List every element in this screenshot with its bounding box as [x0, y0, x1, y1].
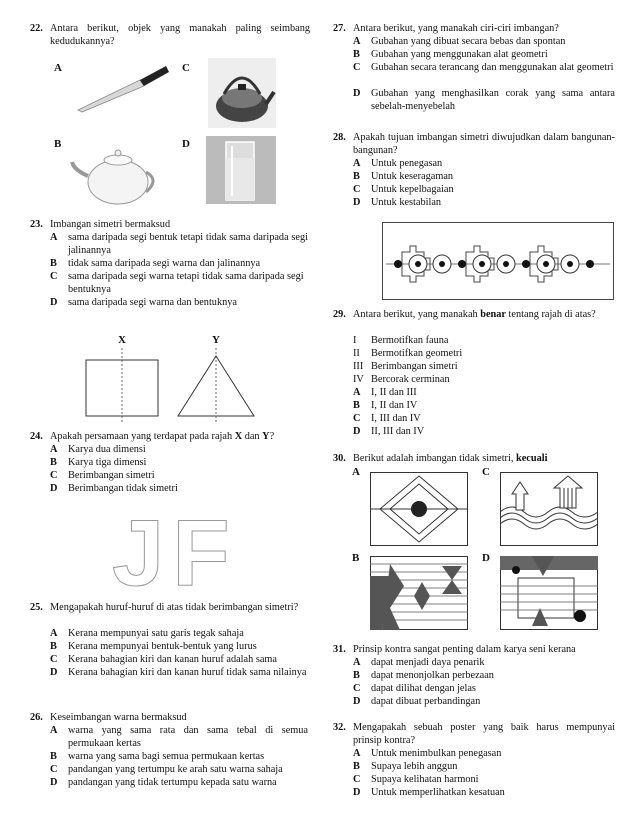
- question-text: Antara berikut, yang manakah ciri-ciri imbangan?: [353, 23, 559, 34]
- option-label-c: C: [182, 62, 190, 74]
- label-x: X: [118, 334, 126, 346]
- question-number: 25.: [30, 602, 43, 613]
- question-text: Imbangan simetri bermaksud: [50, 219, 171, 230]
- kettle-image: [208, 58, 276, 128]
- question-text: Mengapakah sebuah poster yang baik harus mempunyai prinsip kontra?: [353, 722, 615, 746]
- question-text: Apakah tujuan imbangan simetri diwujudkan dalam bangunan-bangunan?: [353, 132, 615, 156]
- question-number: 26.: [30, 712, 43, 723]
- question-number: 22.: [30, 23, 43, 34]
- question-number: 31.: [333, 644, 346, 655]
- option-label-c: C: [482, 466, 490, 478]
- glass-image: [206, 136, 276, 204]
- question-text: Antara berikut, objek yang manakah paling seimbang kedudukannya?: [50, 23, 310, 47]
- pattern-figure: [382, 222, 614, 300]
- option-label-d: D: [182, 138, 190, 150]
- question-text: Mengapakah huruf-huruf di atas tidak berimbangan simetri?: [50, 602, 299, 613]
- question-text: Antara berikut, yang manakah benar tentang rajah di atas?: [353, 309, 596, 320]
- label-y: Y: [212, 334, 220, 346]
- question-23: 23. Imbangan simetri bermaksud A sama daripada segi bentuk tetapi tidak sama daripada segi jalinannya B tidak sama daripada segi warna dan jalinannya C sama daripada segi warna tetapi tidak sama daripada segi bentuknya D sama daripada segi warna dan bentuknya: [30, 219, 308, 308]
- question-30: [333, 452, 615, 466]
- question-25: 25. Mengapakah huruf-huruf di atas tidak berimbangan simetri? A Kerana mempunyai satu garis tegak sahaja B Kerana mempunyai bentuk-bentuk yang lurus C Kerana bahagian kiri dan kanan huruf adalah sama D Kerana bahagian kiri dan kanan huruf tidak sama nilainya: [30, 601, 310, 693]
- design-b: [370, 556, 468, 630]
- question-text: Apakah persamaan yang terdapat pada rajah X dan Y?: [50, 431, 275, 442]
- option-label-a: A: [54, 62, 62, 74]
- shapes-xy: [80, 346, 270, 426]
- question-number: 29.: [333, 309, 346, 320]
- option-label-b: B: [352, 552, 360, 564]
- jf-letters: JF: [112, 500, 238, 605]
- question-32: 32. Mengapakah sebuah poster yang baik harus mempunyai prinsip kontra? A Untuk menimbulkan penegasan B Supaya lebih anggun C Supaya kelihatan harmoni D Untuk memperlihatkan kesatuan: [333, 722, 615, 798]
- option-label-d: D: [482, 552, 490, 564]
- question-text: Berikut adalah imbangan tidak simetri, kecuali: [353, 453, 548, 464]
- knife-image: [70, 60, 170, 116]
- question-number: 28.: [333, 132, 346, 143]
- question-24: 24. Apakah persamaan yang terdapat pada rajah X dan Y? A Karya dua dimensi B Karya tiga dimensi C Berimbangan simetri D Berimbangan tidak simetri: [30, 431, 275, 494]
- question-31: 31. Prinsip kontra sangat penting dalam karya seni kerana A dapat menjadi daya penarik B dapat menonjolkan perbezaan C dapat dilihat dengan jelas D dapat dibuat perbandingan: [333, 644, 576, 707]
- question-text: Prinsip kontra sangat penting dalam karya seni kerana: [353, 644, 576, 655]
- question-number: 24.: [30, 431, 43, 442]
- design-d: [500, 556, 598, 630]
- question-26: 26. Keseimbangan warna bermaksud A warna yang sama rata dan sama tebal di semua permukaan kertas B warna yang sama bagi semua permukaan kertas C pandangan yang tertumpu ke arah satu warna sahaja D pandangan yang tidak tertumpu kepada satu warna: [30, 712, 308, 788]
- option-label-a: A: [352, 466, 360, 478]
- design-c: [500, 472, 598, 546]
- question-number: 27.: [333, 23, 346, 34]
- question-text: Keseimbangan warna bermaksud: [50, 712, 187, 723]
- option-label-b: B: [54, 138, 62, 150]
- jf-letters-figure: [112, 500, 242, 605]
- design-a: [370, 472, 468, 546]
- teapot-image: [70, 140, 162, 206]
- question-number: 23.: [30, 219, 43, 230]
- q22-figure-grid: [48, 56, 280, 208]
- q30-figure-grid: [348, 466, 618, 628]
- figure-x-y: [80, 332, 270, 424]
- question-number: 32.: [333, 722, 346, 733]
- question-29: 29. Antara berikut, yang manakah benar tentang rajah di atas? I Bermotifkan fauna II Bermotifkan geometri III Berimbangan simetri IV Bercorak cerminan A I, II dan III B I, II dan IV C I, III dan IV D II, III dan IV: [333, 308, 615, 440]
- question-27: 27. Antara berikut, yang manakah ciri-ciri imbangan? A Gubahan yang dibuat secara bebas dan spontan B Gubahan yang menggunakan alat geometri C Gubahan secara terancang dan menggunakan alat geometri D Gubahan yang menghasilkan corak yang sama antara sebelah-menyebelah: [333, 23, 615, 112]
- question-28: 28. Apakah tujuan imbangan simetri diwujudkan dalam bangunan-bangunan? A Untuk penegasan B Untuk keseragaman C Untuk kepelbagaian D Untuk kestabilan: [333, 132, 615, 208]
- question-number: 30.: [333, 453, 346, 464]
